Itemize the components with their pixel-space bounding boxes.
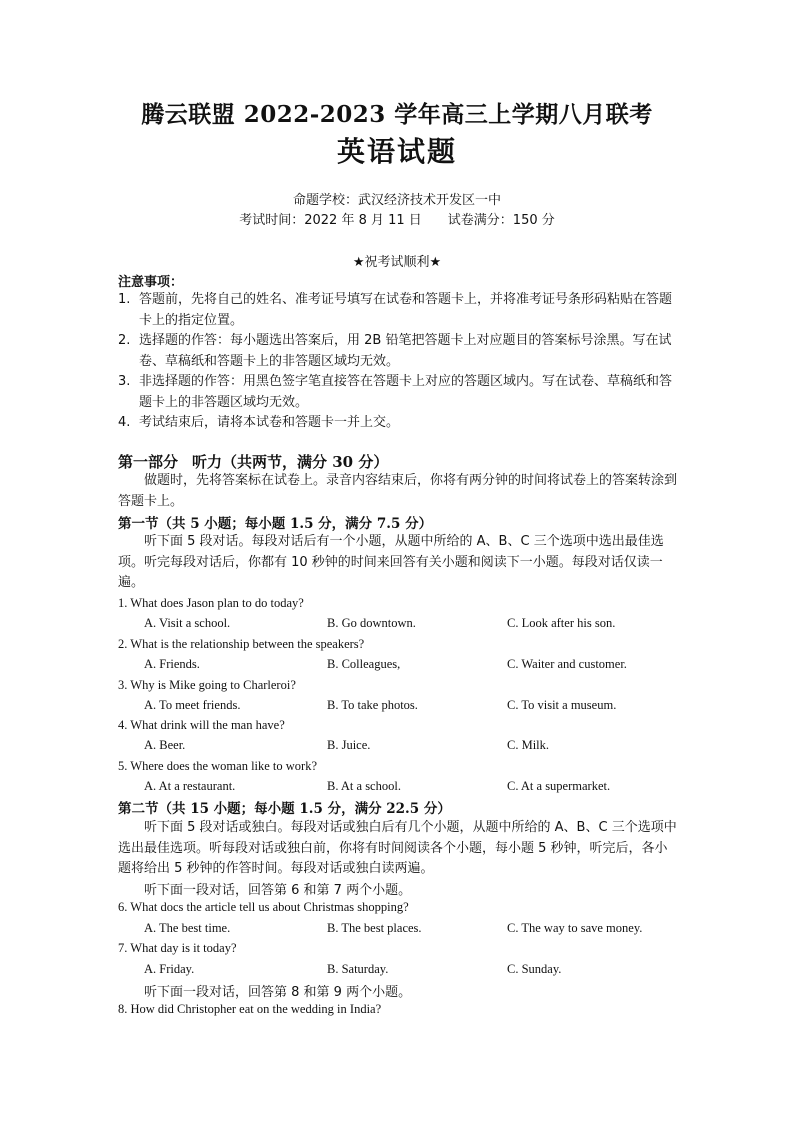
option-b: B. Juice.	[327, 738, 371, 752]
section2-subheading: 听下面一段对话，回答第 6 和第 7 两个小题。	[144, 883, 412, 898]
option-a: A. The best time.	[144, 921, 231, 935]
full-score: 试卷满分：150 分	[447, 213, 555, 228]
part1-title: 听力（共两节，满分 30 分）	[192, 453, 389, 471]
notice-number: 2.	[118, 333, 131, 348]
option-c: C. Milk.	[507, 738, 550, 752]
section1-intro: 听下面 5 段对话。每段对话后有一个小题，从题中所给的 A、B、C 三个选项中选出最佳选项。听完每段对话后，你都有 10 秒钟的时间来回答有关小题和阅读下一小题。每段对话仅读一遍。	[118, 534, 664, 590]
option-c: C. To visit a museum.	[507, 698, 617, 712]
subject-title: 英语试题	[336, 135, 457, 168]
option-b: B. To take photos.	[327, 698, 418, 712]
notice-number: 3.	[118, 374, 131, 389]
option-c: C. Look after his son.	[507, 616, 616, 630]
option-b: B. Saturday.	[327, 962, 389, 976]
option-c: C. At a supermarket.	[507, 779, 611, 793]
section1-heading: 第一节（共 5 小题；每小题 1.5 分，满分 7.5 分）	[118, 516, 433, 532]
notice-item	[118, 331, 678, 372]
part1-heading	[118, 451, 388, 472]
exam-time: 考试时间：2022 年 8 月 11 日	[239, 213, 422, 228]
question-1: 1. What does Jason plan to do today?	[118, 596, 304, 610]
section2-subheading: 听下面一段对话，回答第 8 和第 9 两个小题。	[144, 985, 412, 1000]
option-c: C. Waiter and customer.	[507, 657, 627, 671]
option-c: C. The way to save money.	[507, 921, 643, 935]
part1-intro: 做题时，先将答案标在试卷上。录音内容结束后，你将有两分钟的时间将试卷上的答案转涂到答题卡上。	[118, 473, 678, 509]
notice-text: 答题前，先将自己的姓名、准考证号填写在试卷和答题卡上，并将准考证号条形码粘贴在答题卡上的指定位置。	[139, 292, 673, 328]
question-4: 4. What drink will the man have?	[118, 718, 285, 732]
option-b: B. The best places.	[327, 921, 422, 935]
blessing-line: ★祝考试顺利★	[352, 255, 442, 270]
option-a: A. At a restaurant.	[144, 779, 236, 793]
section2-intro: 听下面 5 段对话或独白。每段对话或独白后有几个小题，从题中所给的 A、B、C 三个选项中选出最佳选项。听每段对话或独白前，你将有时间阅读各个小题，每小题 5 秒钟，听完后，各小题将给出 5 秒钟的作答时间。每段对话或独白读两遍。	[118, 820, 677, 876]
option-b: B. Colleagues,	[327, 657, 401, 671]
notice-item	[118, 372, 678, 413]
notice-list	[118, 290, 678, 434]
school-line: 命题学校：武汉经济技术开发区一中	[292, 193, 501, 208]
notice-text: 考试结束后，请将本试卷和答题卡一并上交。	[139, 415, 400, 430]
notice-text: 选择题的作答：每小题选出答案后，用 2B 铅笔把答题卡上对应题目的答案标号涂黑。写在试卷、草稿纸和答题卡上的非答题区域均无效。	[139, 333, 672, 369]
question-3: 3. Why is Mike going to Charleroi?	[118, 678, 296, 692]
option-a: A. Friends.	[144, 657, 200, 671]
section2-heading: 第二节（共 15 小题；每小题 1.5 分，满分 22.5 分）	[118, 801, 451, 817]
option-c: C. Sunday.	[507, 962, 562, 976]
exam-title: 腾云联盟 2022-2023 学年高三上学期八月联考	[141, 101, 653, 128]
notice-item	[118, 413, 678, 434]
notice-text: 非选择题的作答：用黑色签字笔直接答在答题卡上对应的答题区域内。写在试卷、草稿纸和答题卡上的非答题区域均无效。	[139, 374, 673, 410]
question-5: 5. Where does the woman like to work?	[118, 759, 318, 773]
notice-heading: 注意事项：	[118, 275, 184, 290]
option-a: A. To meet friends.	[144, 698, 241, 712]
option-a: A. Beer.	[144, 738, 186, 752]
exam-info-line	[0, 209, 794, 228]
notice-item	[118, 290, 678, 331]
notice-number: 1.	[118, 292, 131, 307]
part1-label: 第一部分	[118, 453, 179, 471]
question-2: 2. What is the relationship between the speakers?	[118, 637, 365, 651]
option-b: B. Go downtown.	[327, 616, 416, 630]
question-8: 8. How did Christopher eat on the wedding in India?	[118, 1002, 382, 1016]
option-b: B. At a school.	[327, 779, 401, 793]
question-6: 6. What docs the article tell us about Christmas shopping?	[118, 900, 409, 914]
option-a: A. Visit a school.	[144, 616, 231, 630]
question-7: 7. What day is it today?	[118, 941, 237, 955]
notice-number: 4.	[118, 415, 131, 430]
option-a: A. Friday.	[144, 962, 195, 976]
